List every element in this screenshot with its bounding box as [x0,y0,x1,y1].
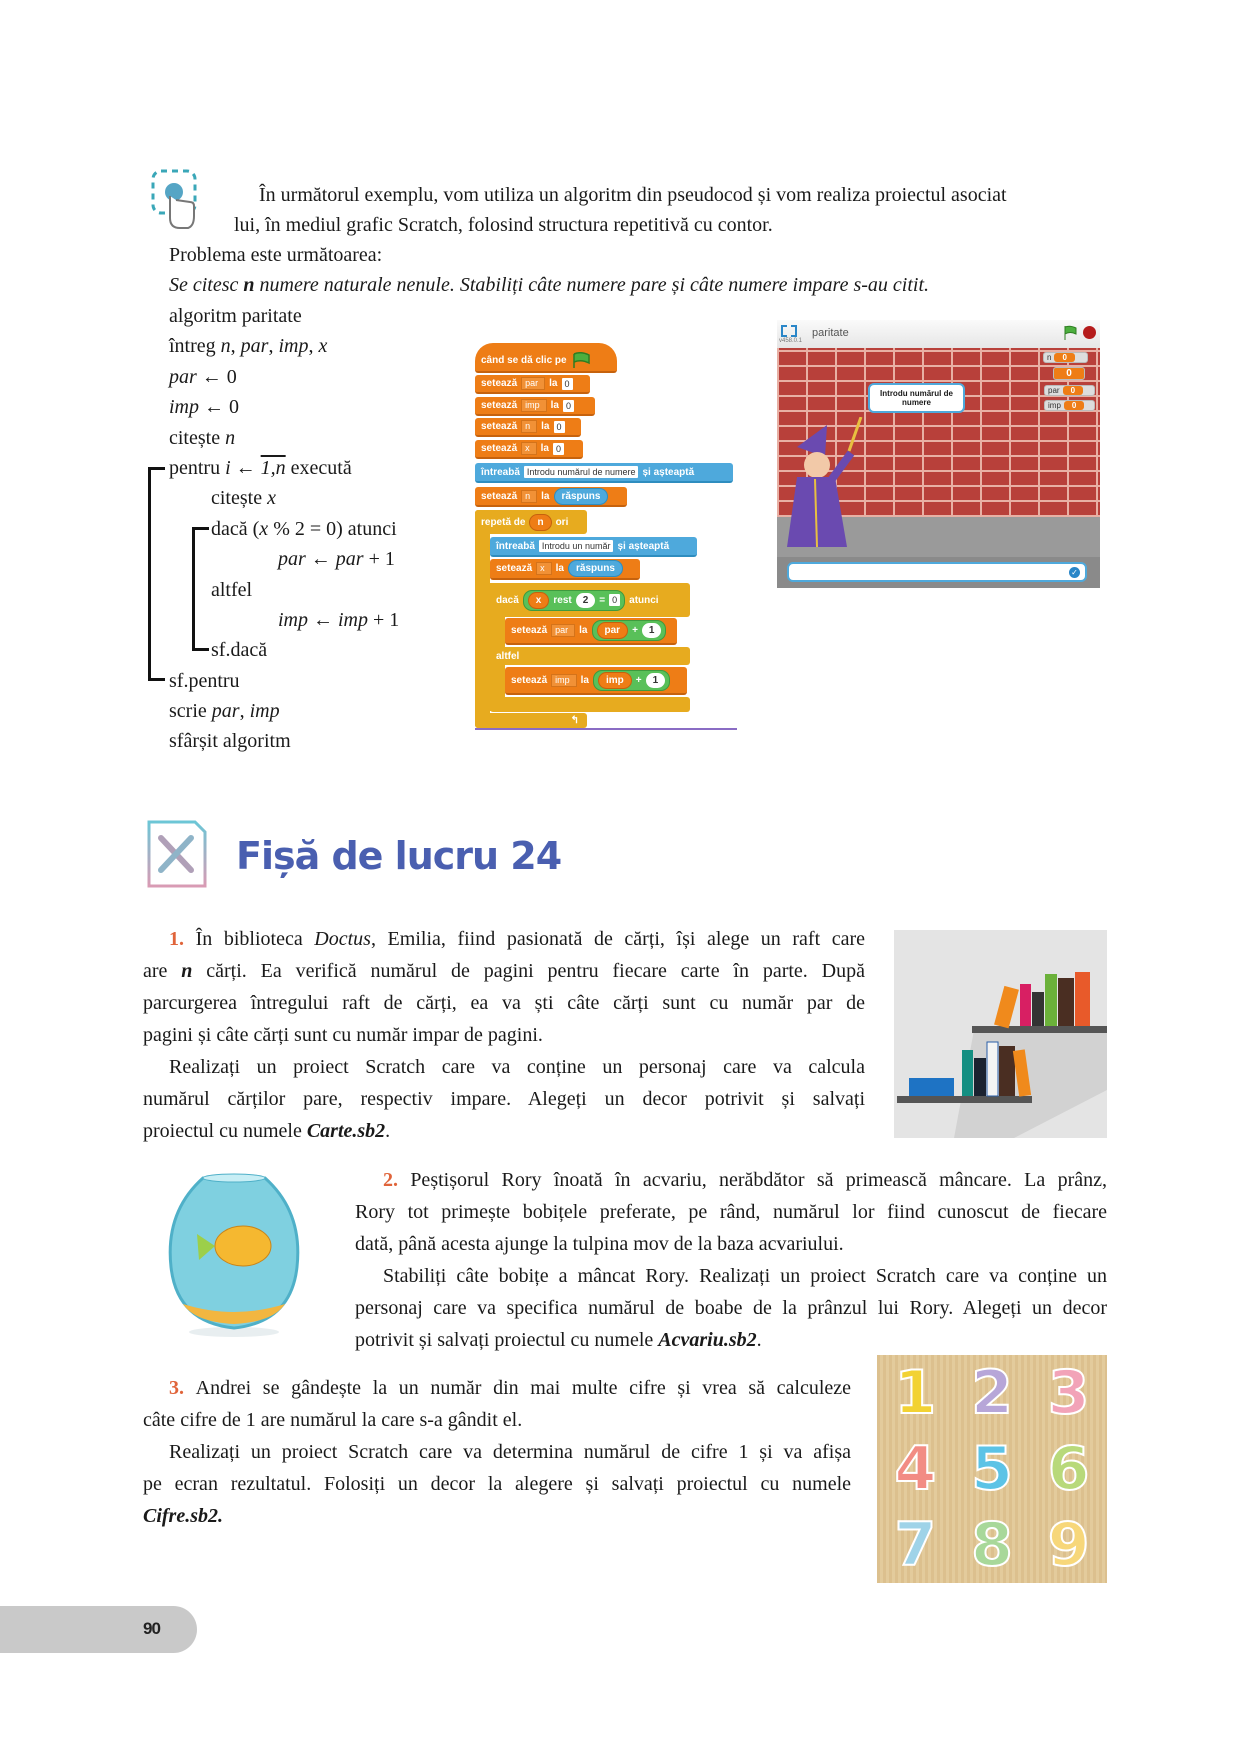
text-segment: numere naturale nenule. Stabiliți câte numere pare și câte numere impare s-au citit. [254,274,930,296]
par-reporter[interactable]: par [597,622,629,639]
text-segment: numărul cărților pare, respectiv impare. Alegeți un decor potrivit și salvați [143,1088,865,1110]
text-segment: citește [211,487,268,510]
exercise-1 [143,923,865,1147]
block-label: ori [555,516,569,528]
text-segment: x [259,517,269,540]
text-segment: Carte.sb2 [306,1120,386,1142]
text-segment: pe ecran rezultatul. Folosiți un decor la alegere și salvați proiectul cu numele [143,1473,851,1495]
plus-label: + [632,625,638,636]
answer-reporter[interactable]: răspuns [554,488,609,505]
if-bracket [192,527,209,651]
text-segment: ← [230,456,261,479]
monitor-value: 0 [1063,386,1083,395]
block-label: la [549,378,558,389]
text-segment: n [225,426,236,449]
block-label: setează [481,443,518,454]
variable-dropdown[interactable]: imp [521,399,547,412]
answer-input[interactable] [787,562,1087,582]
block-label: întreabă [496,540,535,552]
answer-bar [777,557,1100,588]
exercise-line [143,1083,865,1115]
exercise-line [143,1404,851,1436]
block-label: la [550,400,559,411]
text-segment: 1,n [260,456,286,479]
block-label: setează [511,625,548,636]
wizard-sprite[interactable] [777,417,867,557]
else-block [490,647,690,665]
monitor-value: 0 [1066,368,1072,379]
text-segment: proiectul cu numele [143,1120,307,1142]
text-segment: % 2 = 0) atunci [268,517,397,540]
digit-figure: 8 [971,1510,1013,1580]
text-segment: ← [305,548,336,571]
text-segment: sf.dacă [211,639,268,662]
text-segment: ← [308,608,338,631]
ask-count-block[interactable] [475,463,733,483]
variable-dropdown[interactable]: x [536,562,552,575]
intro-line [143,180,1108,210]
digit-figure: 9 [1047,1510,1090,1580]
project-title: paritate [812,327,849,339]
pseudocode-line [169,696,399,726]
exercise-line [355,1164,1107,1196]
text-segment: i [225,456,231,479]
digit-figure: 6 [1047,1434,1090,1504]
block-label: la [540,443,549,454]
exercise-line [143,1051,865,1083]
mod-label: rest [553,594,572,606]
text-segment: are [143,960,182,982]
digit-figure: 7 [894,1510,937,1580]
variable-dropdown[interactable]: x [521,442,537,455]
page-number-tab [0,1606,197,1653]
pseudocode-line [169,726,399,756]
text-segment: În următorul exemplu, vom utiliza un algoritm din pseudocod și vom realiza proiectul asociat [259,184,1007,206]
exercise-line [143,1436,851,1468]
text-segment: par [211,700,240,723]
text-segment: Se citesc [169,274,244,296]
text-segment: imp [278,608,308,631]
set-imp-block[interactable] [475,397,595,416]
variable-monitor-large [1053,367,1085,380]
text-segment: câte cifre de 1 are numărul la care s-a gândit el. [143,1409,523,1431]
exercise-line [143,1115,865,1147]
text-segment: Peștișorul Rory înoată în acvariu, nerăbdător să primească mâncare. La prânz, [410,1169,1107,1191]
text-segment: În biblioteca [195,928,315,950]
text-segment: par [169,365,197,388]
text-segment: imp [278,335,309,358]
exercise-line [355,1228,1107,1260]
check-icon[interactable]: ✓ [1069,567,1080,578]
green-flag-icon[interactable] [1063,325,1077,341]
variable-dropdown[interactable]: par [521,377,545,390]
value-input[interactable]: 0 [609,594,620,606]
exercise-number: 2. [383,1169,411,1191]
block-label: setează [481,378,518,389]
repeat-arm [475,510,490,728]
bookshelf-image [894,930,1107,1138]
text-segment: dacă ( [211,517,260,540]
exercise-line [143,987,865,1019]
text-segment: citește [169,426,226,449]
if-block[interactable] [490,583,690,617]
monitor-value: 0 [1064,401,1084,410]
text-segment: pentru [169,456,226,479]
text-segment: par [335,548,364,571]
green-flag-icon [571,352,591,368]
exercise-line [355,1196,1107,1228]
text-segment: n [243,274,255,296]
value-input[interactable]: 0 [553,443,564,455]
block-label: repetă de [481,516,526,528]
intro-line [143,210,1108,240]
text-segment: dată, până acesta ajunge la tulpina mov de la baza acvariului. [355,1233,844,1255]
block-label: altfel [496,650,520,662]
variable-monitor-imp [1044,400,1095,411]
question-input[interactable]: Introdu numărul de numere [524,466,639,478]
fishbowl-image [163,1172,305,1338]
set-par-block[interactable] [475,375,590,394]
pseudocode-line [169,483,399,513]
text-segment: , [308,335,319,358]
text-segment: n [181,960,193,982]
exercise-number: 3. [169,1377,196,1399]
value-input[interactable]: 1 [646,673,666,688]
intro-text [143,180,1108,300]
digit-figure: 5 [971,1434,1013,1504]
problem-label [143,240,1108,270]
exercise-line [355,1292,1107,1324]
exercise-number: 1. [169,928,196,950]
block-label: atunci [629,594,659,606]
variable-dropdown[interactable]: par [551,624,575,637]
exercise-line [355,1324,1107,1356]
text-segment: . [756,1329,762,1351]
stage-header [777,320,1100,348]
text-segment: sfârșit algoritm [169,730,291,753]
pseudocode-line [169,301,399,331]
block-label: la [555,563,564,574]
block-label: la [541,421,550,432]
answer-reporter[interactable]: răspuns [568,560,623,577]
question-input[interactable]: Introdu un număr [539,540,614,552]
block-label: la [580,674,589,686]
block-label: setează [481,490,518,502]
text-segment: sf.pentru [169,669,240,692]
set-imp-increment-block[interactable] [505,667,687,695]
text-segment: + 1 [368,608,400,631]
exercise-line [143,1500,851,1532]
equals-label: = [599,594,606,606]
imp-reporter[interactable]: imp [598,672,632,689]
repeat-block[interactable] [475,510,587,534]
text-segment: potrivit și salvați proiectul cu numele [355,1329,659,1351]
exercise-2 [355,1164,1107,1356]
text-segment: execută [285,456,352,479]
exercise-line [143,1468,851,1500]
text-segment: Cifre.sb2. [143,1505,223,1527]
exercise-line [143,923,865,955]
text-segment: x [267,487,276,510]
equals-operator[interactable] [523,590,625,611]
monitor-label: imp [1048,401,1061,410]
block-label: și așteaptă [642,466,695,478]
when-flag-clicked-block[interactable] [475,343,617,373]
value-input[interactable]: 1 [642,623,662,638]
block-label: la [541,490,550,502]
text-segment: imp [338,608,368,631]
stop-icon[interactable] [1083,326,1096,339]
text-segment: Realizați un proiect Scratch care va conține un personaj care va calcula [169,1056,865,1078]
block-label: setează [496,563,533,574]
text-segment: par [278,548,306,571]
scratch-stage [777,320,1100,588]
animal-digits-image [877,1355,1107,1583]
variable-monitor-n [1043,352,1088,363]
digit-figure: 4 [894,1434,937,1504]
set-x-answer-block[interactable] [490,559,640,580]
ask-number-block[interactable] [490,537,697,557]
pseudocode-line [169,453,399,483]
repeat-end [475,713,587,728]
text-segment: cărți. Ea verifică numărul de pagini pentru fiecare carte în parte. După [192,960,865,982]
pseudocode-line [169,392,399,422]
monitor-value: 0 [1054,353,1074,362]
pseudocode-line [169,666,399,696]
loop-arrow-icon: ↰ [570,715,579,726]
set-par-increment-block[interactable] [505,618,677,645]
fullscreen-icon[interactable] [781,325,797,337]
exercise-line [143,1372,851,1404]
n-reporter[interactable]: n [529,514,551,531]
text-segment: Realizați un proiect Scratch care va determina numărul de cifre 1 și va afișa [169,1441,851,1463]
text-segment: par [240,335,269,358]
value-input[interactable]: 0 [563,400,574,412]
digit-figure: 2 [971,1358,1013,1428]
text-segment: scrie [169,700,212,723]
text-segment: . [385,1120,391,1142]
text-segment: Doctus [314,928,371,950]
text-segment: lui, în mediul grafic Scratch, folosind structura repetitivă cu contor. [234,214,773,236]
text-segment: altfel [211,578,253,601]
text-segment: n [220,335,231,358]
plus-operator[interactable] [592,620,667,641]
text-segment: imp [249,700,280,723]
divider [475,728,737,730]
text-segment: ← 0 [199,396,239,419]
text-segment: , [239,700,250,723]
pseudocode-line [169,331,399,361]
page-number: 90 [143,1619,160,1638]
text-segment: x [318,335,328,358]
text-segment: parcurgerea întregului raft de cărți, ea va ști câte cărți sunt cu număr par de [143,992,865,1014]
plus-label: + [635,674,642,686]
digit-figure: 1 [894,1358,937,1428]
text-segment: Andrei se gândește la un număr din mai multe cifre și vrea să calculeze [195,1377,852,1399]
set-n-answer-block[interactable] [475,487,627,507]
block-label: întreabă [481,466,520,478]
for-bracket [148,467,165,681]
worksheet-title: Fișă de lucru 24 [236,834,562,878]
problem-statement [143,270,1108,300]
x-reporter[interactable]: x [528,592,550,609]
if-end [490,697,690,712]
variable-dropdown[interactable]: imp [551,674,577,687]
text-segment: , [268,335,279,358]
version-label: v458.0.1 [779,338,803,344]
text-segment: Stabiliți câte bobițe a mâncat Rory. Realizați un proiect Scratch care va conține un [383,1265,1107,1287]
pseudocode-line [169,423,399,453]
text-segment: algoritm paritate [169,305,302,327]
monitor-label: par [1048,386,1060,395]
plus-operator[interactable] [593,670,670,691]
text-segment: , [230,335,241,358]
speech-bubble: Introdu numărul de numere [868,383,965,413]
tools-icon [143,818,211,892]
text-segment: Rory tot primește bobițele preferate, pe rând, numărul lor fiind cunoscut de fiecare [355,1201,1107,1223]
text-segment: pagini și câte cărți sunt cu număr impar de pagini. [143,1024,543,1046]
text-segment: + 1 [363,548,395,571]
pseudocode-line [169,362,399,392]
variable-dropdown[interactable]: n [521,490,537,503]
block-label: dacă [496,594,519,606]
text-segment: ← 0 [196,365,237,388]
text-segment: întreg [169,335,221,358]
exercise-line [143,1019,865,1051]
value-input[interactable]: 0 [562,378,573,390]
set-x-block[interactable] [475,440,583,459]
exercise-line [355,1260,1107,1292]
text-segment: Problema este următoarea: [169,244,383,266]
value-input[interactable]: 0 [554,421,565,433]
exercise-3 [143,1372,851,1532]
block-label: și așteaptă [617,540,670,552]
block-label: când se dă clic pe [481,354,567,366]
exercise-line [143,955,865,987]
value-input[interactable]: 2 [576,593,596,608]
block-label: la [579,625,588,636]
block-label: setează [481,400,518,411]
text-segment: imp [169,396,199,419]
digit-figure: 3 [1047,1358,1090,1428]
block-label: setează [481,421,518,432]
text-segment: personaj care va specifica numărul de boabe de la prânzul lui Rory. Alegeți un decor [355,1297,1107,1319]
text-segment: , Emilia, fiind pasionată de cărți, își alege un raft care [370,928,866,950]
block-label: setează [511,674,548,686]
variable-monitor-par [1044,385,1095,396]
text-segment: Acvariu.sb2 [658,1329,757,1351]
variable-dropdown[interactable]: n [521,420,537,433]
set-n-block[interactable] [475,418,581,437]
monitor-label: n [1047,353,1052,362]
